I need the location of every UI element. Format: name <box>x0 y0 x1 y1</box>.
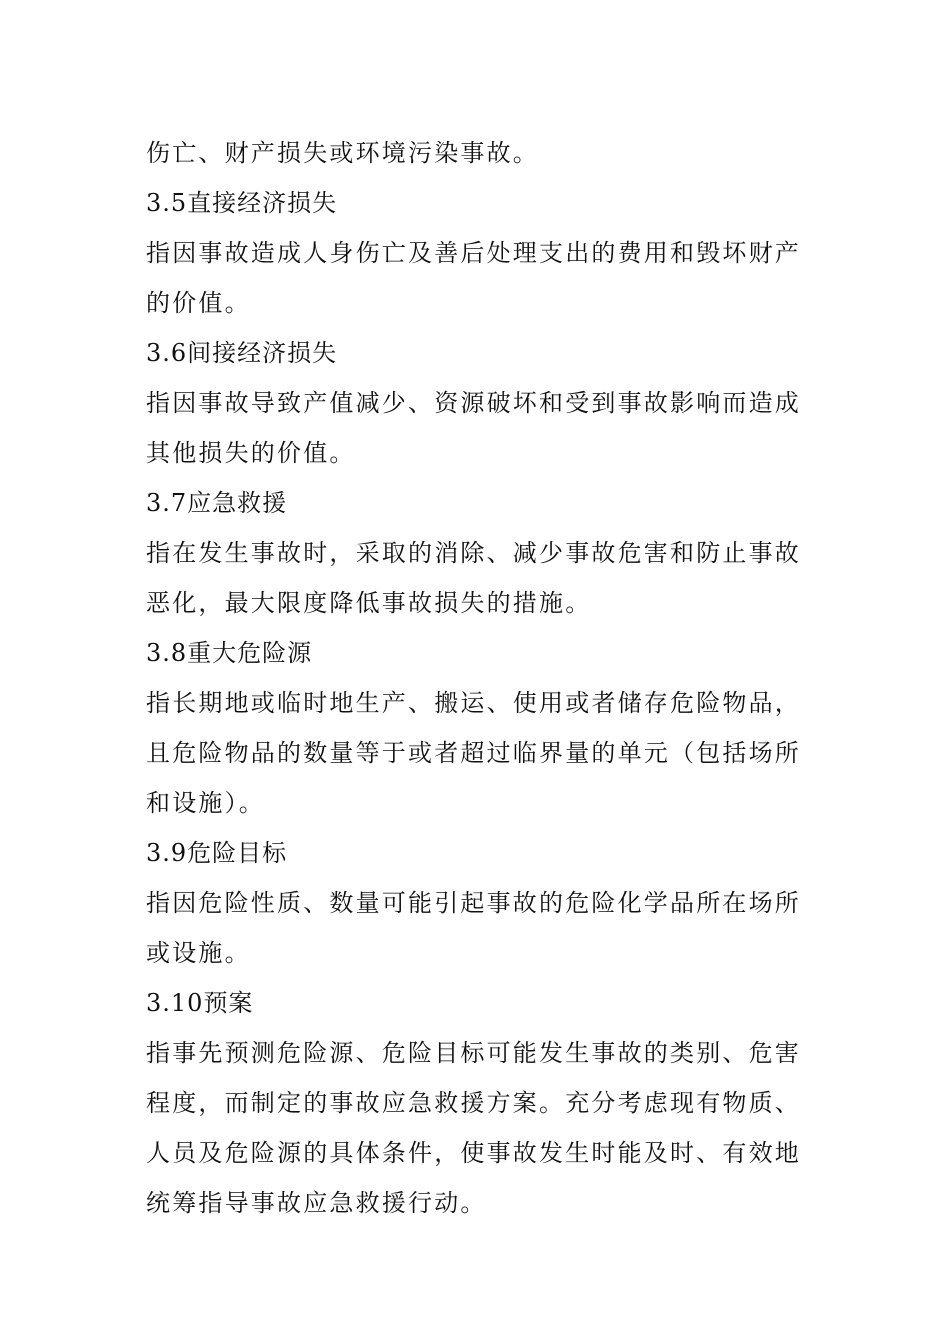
section-heading-3-10: 3.10预案 <box>146 989 254 1017</box>
body-line: 恶化，最大限度降低事故损失的措施。 <box>146 589 592 617</box>
body-line: 程度，而制定的事故应急救援方案。充分考虑现有物质、 <box>146 1089 801 1117</box>
body-line: 统筹指导事故应急救援行动。 <box>146 1189 487 1217</box>
section-heading-3-8: 3.8重大危险源 <box>146 639 313 667</box>
body-line: 伤亡、财产损失或环境污染事故。 <box>146 139 539 167</box>
body-line: 指事先预测危险源、危险目标可能发生事故的类别、危害 <box>146 1039 801 1067</box>
section-heading-3-5: 3.5直接经济损失 <box>146 189 338 217</box>
body-line: 人员及危险源的具体条件，使事故发生时能及时、有效地 <box>146 1139 801 1167</box>
section-heading-3-6: 3.6间接经济损失 <box>146 339 338 367</box>
section-heading-3-7: 3.7应急救援 <box>146 489 288 517</box>
section-heading-3-9: 3.9危险目标 <box>146 839 288 867</box>
body-line: 其他损失的价值。 <box>146 439 356 467</box>
body-line: 的价值。 <box>146 289 251 317</box>
body-line: 或设施。 <box>146 939 251 967</box>
body-line: 且危险物品的数量等于或者超过临界量的单元（包括场所 <box>146 739 801 767</box>
body-line: 指因事故造成人身伤亡及善后处理支出的费用和毁坏财产 <box>146 239 801 267</box>
body-line: 指在发生事故时，采取的消除、减少事故危害和防止事故 <box>146 539 801 567</box>
body-line: 指长期地或临时地生产、搬运、使用或者储存危险物品， <box>146 689 801 717</box>
body-line: 指因事故导致产值减少、资源破坏和受到事故影响而造成 <box>146 389 801 417</box>
document-body <box>146 128 808 1228</box>
body-line: 指因危险性质、数量可能引起事故的危险化学品所在场所 <box>146 889 801 917</box>
body-line: 和设施）。 <box>146 789 265 817</box>
